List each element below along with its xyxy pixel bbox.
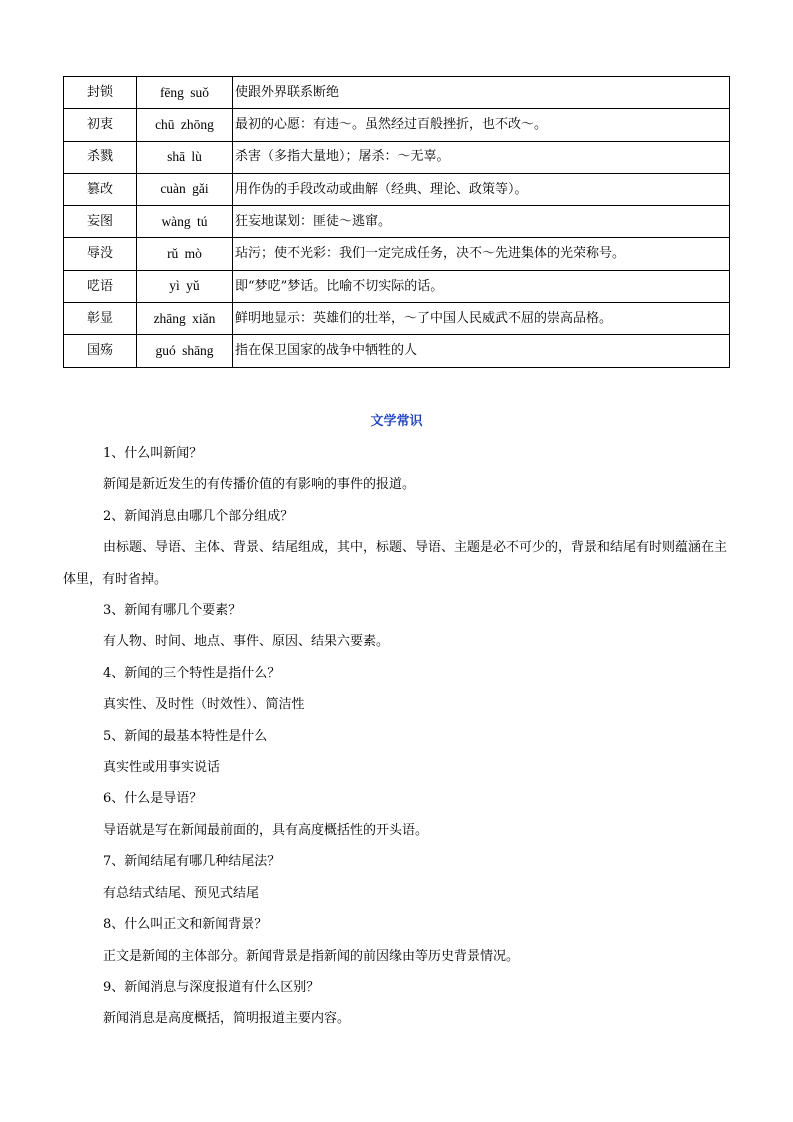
question: 4、新闻的三个特性是指什么？ bbox=[103, 665, 281, 681]
vocab-pinyin: guó shāng bbox=[137, 335, 233, 367]
vocabulary-table bbox=[63, 76, 730, 368]
table-row bbox=[64, 173, 730, 205]
vocab-word: 篡改 bbox=[64, 173, 137, 205]
vocab-pinyin: yì yǔ bbox=[137, 270, 233, 302]
question: 9、新闻消息与深度报道有什么区别？ bbox=[103, 979, 320, 995]
table-row bbox=[64, 238, 730, 270]
vocab-definition: 指在保卫国家的战争中牺牲的人 bbox=[233, 335, 730, 367]
vocab-definition: 玷污；使不光彩：我们一定完成任务，决不～先进集体的光荣称号。 bbox=[233, 238, 730, 270]
answer: 有总结式结尾、预见式结尾 bbox=[103, 885, 260, 901]
answer: 导语就是写在新闻最前面的，具有高度概括性的开头语。 bbox=[103, 822, 429, 838]
table-row bbox=[64, 77, 730, 109]
table-row bbox=[64, 109, 730, 141]
answer: 由标题、导语、主体、背景、结尾组成，其中，标题、导语、主题是必不可少的，背景和结尾有时则蕴涵在主体里，有时省掉。 bbox=[63, 540, 728, 587]
answer: 真实性、及时性（时效性）、简洁性 bbox=[103, 697, 305, 713]
vocab-definition: 最初的心愿：有违～。虽然经过百般挫折，也不改～。 bbox=[233, 109, 730, 141]
vocab-pinyin: cuàn gǎi bbox=[137, 173, 233, 205]
answer: 真实性或用事实说话 bbox=[103, 760, 221, 776]
question: 5、新闻的最基本特性是什么 bbox=[103, 728, 268, 744]
table-row bbox=[64, 335, 730, 367]
section-title: 文学常识 bbox=[370, 414, 423, 429]
vocab-word: 呓语 bbox=[64, 270, 137, 302]
table-row bbox=[64, 270, 730, 302]
question: 3、新闻有哪几个要素？ bbox=[103, 603, 242, 619]
vocab-pinyin: chū zhōng bbox=[137, 109, 233, 141]
vocab-definition: 狂妄地谋划：匪徒～逃窜。 bbox=[233, 206, 730, 238]
vocab-pinyin: shā lù bbox=[137, 141, 233, 173]
vocab-word: 初衷 bbox=[64, 109, 137, 141]
vocab-definition: 杀害（多指大量地）；屠杀：～无辜。 bbox=[233, 141, 730, 173]
vocab-pinyin: zhāng xiǎn bbox=[137, 303, 233, 335]
vocab-word: 辱没 bbox=[64, 238, 137, 270]
vocab-definition: 即“梦呓”梦话。比喻不切实际的话。 bbox=[233, 270, 730, 302]
vocab-definition: 用作伪的手段改动或曲解（经典、理论、政策等）。 bbox=[233, 173, 730, 205]
vocab-word: 杀戮 bbox=[64, 141, 137, 173]
answer: 正文是新闻的主体部分。新闻背景是指新闻的前因缘由等历史背景情况。 bbox=[103, 948, 520, 964]
vocab-word: 国殇 bbox=[64, 335, 137, 367]
vocab-word: 封锁 bbox=[64, 77, 137, 109]
vocab-definition: 使跟外界联系断绝 bbox=[233, 77, 730, 109]
question: 1、什么叫新闻？ bbox=[103, 446, 203, 461]
question: 8、什么叫正文和新闻背景？ bbox=[103, 917, 268, 933]
qa-list bbox=[63, 438, 730, 1035]
answer: 新闻是新近发生的有传播价值的有影响的事件的报道。 bbox=[103, 477, 416, 493]
table-row bbox=[64, 206, 730, 238]
vocab-word: 彰显 bbox=[64, 303, 137, 335]
answer: 有人物、时间、地点、事件、原因、结果六要素。 bbox=[103, 634, 390, 650]
vocab-pinyin: wàng tú bbox=[137, 206, 233, 238]
answer: 新闻消息是高度概括，简明报道主要内容。 bbox=[103, 1011, 351, 1027]
question: 7、新闻结尾有哪几种结尾法？ bbox=[103, 854, 281, 870]
table-row bbox=[64, 141, 730, 173]
vocab-pinyin: fēng suǒ bbox=[137, 77, 233, 109]
vocab-definition: 鲜明地显示：英雄们的壮举，～了中国人民威武不屈的崇高品格。 bbox=[233, 303, 730, 335]
question: 2、新闻消息由哪几个部分组成？ bbox=[103, 508, 294, 524]
table-row bbox=[64, 303, 730, 335]
vocab-pinyin: rǔ mò bbox=[137, 238, 233, 270]
vocab-word: 妄图 bbox=[64, 206, 137, 238]
question: 6、什么是导语？ bbox=[103, 791, 203, 807]
